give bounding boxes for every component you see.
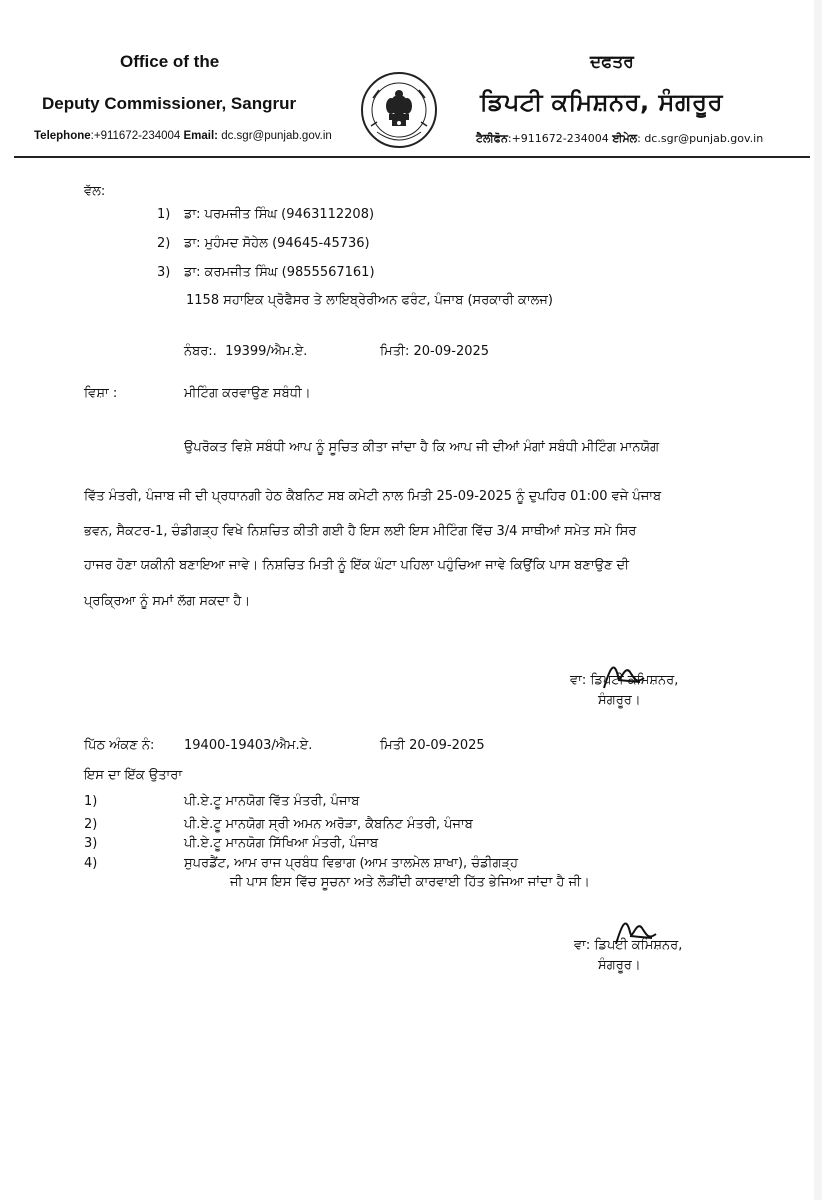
copy-item: ਪੀ.ਏ.ਟੂ ਮਾਨਯੋਗ ਵਿੱਤ ਮੰਤਰੀ, ਪੰਜਾਬ [184,794,360,809]
page-edge [814,0,822,1200]
email-label: Email: [183,130,219,142]
signature-designation: ਵਾ: ਡਿਪਟੀ ਕਮਿਸ਼ਨਰ, [570,673,679,688]
recipient-item: ਡਾ: ਮੁਹੰਮਦ ਸੋਹੇਲ (94645-45736) [184,236,370,251]
letter-date [380,344,489,359]
recipient-item: ਡਾ: ਕਰਮਜੀਤ ਸਿੰਘ (9855567161) [184,265,375,280]
copy-number: 4) [84,856,98,871]
endorsement-closing: ਜੀ ਪਾਸ ਇਸ ਵਿੱਚ ਸੂਚਨਾ ਅਤੇ ਲੋੜੀਂਦੀ ਕਾਰਵਾਈ ਹਿੱਤ ਭੇਜਿਆ ਜਾਂਦਾ ਹੈ ਜੀ। [230,875,590,890]
copy-item: ਪੀ.ਏ.ਟੂ ਮਾਨਯੋਗ ਸਿੱਖਿਆ ਮੰਤਰੀ, ਪੰਜਾਬ [184,836,379,851]
to-label: ਵੱਲ: [84,184,106,199]
endorsement-date: ਮਿਤੀ 20-09-2025 [380,738,485,753]
emblem-icon [359,68,439,154]
letter-date-value: 20-09-2025 [413,344,490,359]
office-title: Deputy Commissioner, Sangrur [42,94,297,113]
subject-text: ਮੀਟਿੰਗ ਕਰਵਾਉਣ ਸਬੰਧੀ। [184,386,311,401]
endorsement-number-value: 19400-19403/ਐਮ.ਏ. [184,738,313,753]
subject-label: ਵਿਸ਼ਾ : [84,386,118,401]
recipient-organisation: 1158 ਸਹਾਇਕ ਪ੍ਰੋਫੈਸਰ ਤੇ ਲਾਇਬ੍ਰੇਰੀਅਨ ਫਰੰਟ, ਪੰਜਾਬ (ਸਰਕਾਰੀ ਕਾਲਜ) [186,293,553,308]
body-line: ਪ੍ਰਕ੍ਰਿਆ ਨੂੰ ਸਮਾਂ ਲੱਗ ਸਕਦਾ ਹੈ। [84,594,251,609]
body-line: ਉਪਰੋਕਤ ਵਿਸ਼ੇ ਸਬੰਧੀ ਆਪ ਨੂੰ ਸੂਚਿਤ ਕੀਤਾ ਜਾਂਦਾ ਹੈ ਕਿ ਆਪ ਜੀ ਦੀਆਂ ਮੰਗਾਂ ਸਬੰਧੀ ਮੀਟਿੰਗ ਮਾਨਯੋਗ [184,440,660,455]
telephone-value: :+911672-234004 [90,130,181,142]
copy-number: 1) [84,794,98,809]
letter-number-label: ਨੰਬਰ:. [184,344,217,359]
body-line: ਹਾਜਰ ਹੋਣਾ ਯਕੀਨੀ ਬਣਾਇਆ ਜਾਵੇ। ਨਿਸ਼ਚਿਤ ਮਿਤੀ ਨੂੰ ਇੱਕ ਘੰਟਾ ਪਹਿਲਾ ਪਹੁੰਚਿਆ ਜਾਵੇ ਕਿਉਂਕਿ ਪਾਸ ਬਣਾਉਣ ਦੀ [84,558,630,573]
body-line: ਭਵਨ, ਸੈਕਟਰ-1, ਚੰਡੀਗੜ੍ਹ ਵਿਖੇ ਨਿਸ਼ਚਿਤ ਕੀਤੀ ਗਈ ਹੈ ਇਸ ਲਈ ਇਸ ਮੀਟਿੰਗ ਵਿੱਚ 3/4 ਸਾਥੀਆਂ ਸਮੇਤ ਸਮੇ ਸਿਰ [84,524,637,539]
government-emblem [359,68,439,154]
letter-number [184,344,307,359]
telephone-label: Telephone [34,130,91,142]
copy-label: ਇਸ ਦਾ ਇੱਕ ਉਤਾਰਾ [84,768,183,783]
recipient-number: 2) [157,236,171,251]
telephone-value-pa: :+911672-234004 [507,132,613,145]
recipient-number: 1) [157,207,171,222]
signature-place: ਸੰਗਰੂਰ। [598,958,641,973]
office-line-pa: ਦਫਤਰ [590,52,634,72]
signature-designation: ਵਾ: ਡਿਪਟੀ ਕਮਿਸ਼ਨਰ, [574,938,683,953]
contact-line-en [34,130,332,142]
copy-number: 2) [84,817,98,832]
email-label-pa: ਈਮੇਲ [612,132,638,145]
signature-place: ਸੰਗਰੂਰ। [598,693,641,708]
recipient-item: ਡਾ: ਪਰਮਜੀਤ ਸਿੰਘ (9463112208) [184,207,375,222]
email-value-pa: : dc.sgr@punjab.gov.in [637,132,764,145]
contact-line-pa [476,132,763,146]
letter-number-value: 19399/ਐਮ.ਏ. [225,344,308,359]
endorsement-number-label: ਪਿੱਠ ਅੰਕਣ ਨੰ: [84,738,155,753]
office-line: Office of the [120,52,220,71]
copy-number: 3) [84,836,98,851]
recipient-number: 3) [157,265,171,280]
body-line: ਵਿੱਤ ਮੰਤਰੀ, ਪੰਜਾਬ ਜੀ ਦੀ ਪ੍ਰਧਾਨਗੀ ਹੇਠ ਕੈਬਨਿਟ ਸਬ ਕਮੇਟੀ ਨਾਲ ਮਿਤੀ 25-09-2025 ਨੂੰ ਦੁਪਹਿਰ 01:00 ਵਜੇ ਪੰਜਾਬ [84,489,662,504]
email-value: dc.sgr@punjab.gov.in [218,130,332,142]
telephone-label-pa: ਟੈਲੀਫੋਨ [476,132,508,145]
header-divider [14,156,810,158]
copy-item: ਪੀ.ਏ.ਟੂ ਮਾਨਯੋਗ ਸ੍ਰੀ ਅਮਨ ਅਰੋੜਾ, ਕੈਬਨਿਟ ਮੰਤਰੀ, ਪੰਜਾਬ [184,817,473,832]
office-title-pa: ਡਿਪਟੀ ਕਮਿਸ਼ਨਰ, ਸੰਗਰੂਰ [480,88,723,116]
letter-date-label: ਮਿਤੀ: [380,344,410,359]
copy-item: ਸੁਪਰਡੈਂਟ, ਆਮ ਰਾਜ ਪ੍ਰਬੰਧ ਵਿਭਾਗ (ਆਮ ਤਾਲਮੇਲ ਸ਼ਾਖਾ), ਚੰਡੀਗੜ੍ਹ [184,856,518,871]
